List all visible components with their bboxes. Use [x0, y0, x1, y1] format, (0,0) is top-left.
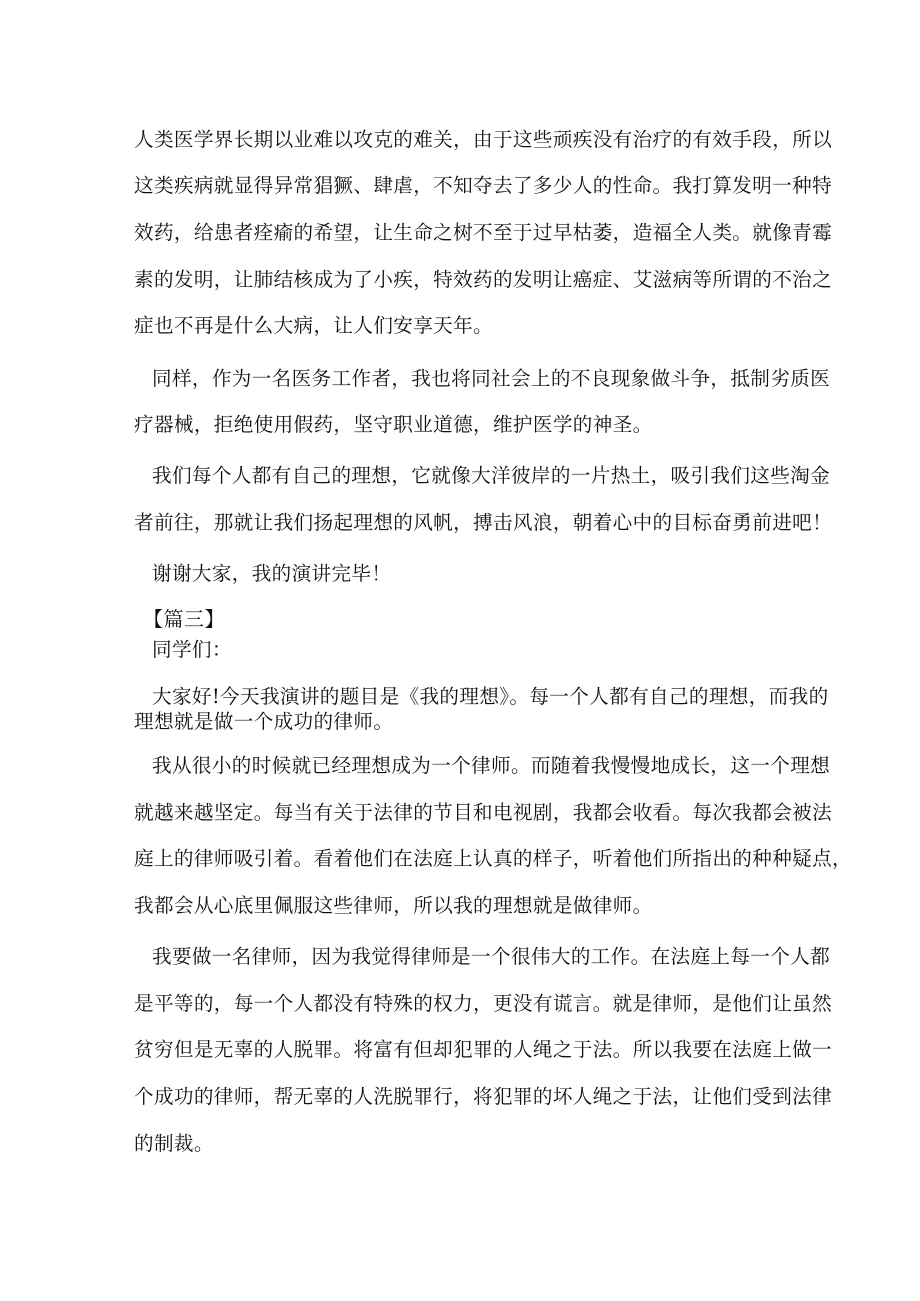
s1-p2-line-2: 疗器械，拒绝使用假药，坚守职业道德，维护医学的神圣。 [134, 413, 653, 436]
s3-p3-line-3: 贫穷但是无辜的人脱罪。将富有但却犯罪的人绳之于法。所以我要在法庭上做一 [134, 1038, 833, 1061]
s3-p2-line-1: 我从很小的时候就已经理想成为一个律师。而随着我慢慢地成长，这一个理想 [152, 754, 831, 777]
s1-p1-line-4: 素的发明，让肺结核成为了小疾，特效药的发明让癌症、艾滋病等所谓的不治之 [134, 268, 833, 291]
s1-p1-line-3: 效药，给患者痊瘉的希望，让生命之树不至于过早枯萎，造福全人类。就像青霉 [134, 221, 833, 244]
s1-p2-line-1: 同样，作为一名医务工作者，我也将同社会上的不良现象做斗争，抵制劣质医 [152, 367, 831, 390]
s1-p4-line-1: 谢谢大家，我的演讲完毕！ [152, 562, 392, 585]
s3-p3-line-4: 个成功的律师，帮无辜的人洗脱罪行，将犯罪的坏人绳之于法，让他们受到法律 [134, 1085, 833, 1108]
s3-p3-line-2: 是平等的，每一个人都没有特殊的权力，更没有谎言。就是律师，是他们让虽然 [134, 992, 833, 1015]
s1-p1-line-2: 这类疾病就显得异常猖獗、肆虐，不知夺去了多少人的性命。我打算发明一种特 [134, 174, 833, 197]
s3-p3-line-1: 我要做一名律师，因为我觉得律师是一个很伟大的工作。在法庭上每一个人都 [152, 945, 831, 968]
s3-p2-line-3: 庭上的律师吸引着。看着他们在法庭上认真的样子，听着他们所指出的种种疑点， [134, 847, 852, 870]
s3-p2-line-4: 我都会从心底里佩服这些律师，所以我的理想就是做律师。 [134, 894, 653, 917]
s1-p1-line-5: 症也不再是什么大病，让人们安享天年。 [134, 314, 493, 337]
s3-p1-line-1: 大家好!今天我演讲的题目是《我的理想》。每一个人都有自己的理想，而我的 [152, 685, 829, 708]
greeting: 同学们： [152, 638, 232, 661]
s3-p2-line-2: 就越来越坚定。每当有关于法律的节目和电视剧，我都会收看。每次我都会被法 [134, 801, 833, 824]
s3-p1-line-2: 理想就是做一个成功的律师。 [134, 710, 394, 733]
section-heading: 【篇三】 [143, 607, 225, 631]
s1-p3-line-2: 者前往，那就让我们扬起理想的风帆，搏击风浪，朝着心中的目标奋勇前进吧！ [134, 511, 833, 534]
s1-p1-line-1: 人类医学界长期以业难以攻克的难关，由于这些顽疾没有治疗的有效手段，所以 [134, 128, 833, 151]
s1-p3-line-1: 我们每个人都有自己的理想，它就像大洋彼岸的一片热土，吸引我们这些淘金 [152, 464, 831, 487]
s3-p3-line-5: 的制裁。 [134, 1132, 214, 1155]
